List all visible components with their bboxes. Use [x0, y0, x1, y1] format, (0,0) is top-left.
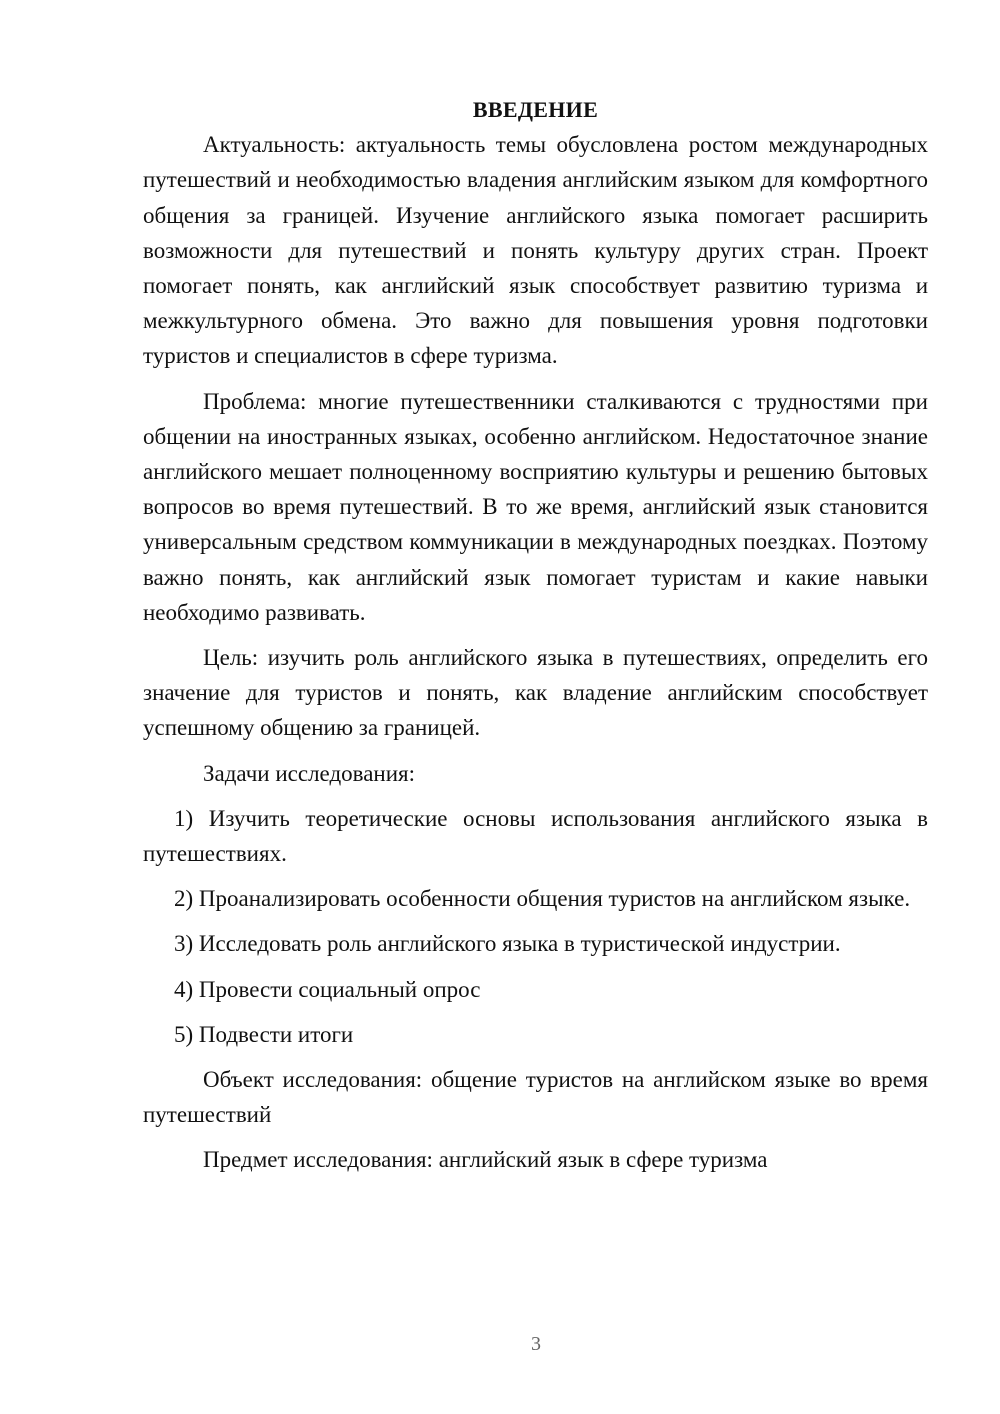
task-item: 3) Исследовать роль английского языка в туристической индустрии. [174, 931, 841, 957]
tasks-heading: Задачи исследования: [203, 760, 416, 786]
section-title: ВВЕДЕНИЕ [472, 97, 599, 122]
tasks-list [143, 801, 928, 1052]
relevance-paragraph: Актуальность: актуальность темы обусловлена ростом международных путешествий и необходимостью владения английским языком для комфортного общения за границей. Изучение английского языка помогает расширить возможности для путешествий и понять культуру других стран. Проект помогает понять, как английский язык способствует развитию туризма и межкультурного обмена. Это важно для повышения уровня подготовки туристов и специалистов в сфере туризма. [143, 132, 928, 369]
subject-paragraph: Предмет исследования: английский язык в сфере туризма [203, 1147, 768, 1173]
task-item: 1) Изучить теоретические основы использования английского языка в путешествиях. [143, 805, 928, 867]
problem-paragraph: Проблема: многие путешественники сталкиваются с трудностями при общении на иностранных языках, особенно английском. Недостаточное знание английского мешает полноценному восприятию культуры и решению бытовых вопросов во время путешествий. В то же время, английский язык становится универсальным средством коммуникации в международных поездках. Поэтому важно понять, как английский язык помогает туристам и какие навыки необходимо развивать. [143, 388, 928, 625]
page-number: 3 [531, 1333, 541, 1355]
goal-paragraph: Цель: изучить роль английского языка в путешествиях, определить его значение для туристов и понять, как владение английским способствует успешному общению за границей. [143, 645, 928, 741]
page-body [143, 92, 928, 1178]
task-item: 5) Подвести итоги [174, 1021, 354, 1047]
object-paragraph: Объект исследования: общение туристов на английском языке во время путешествий [143, 1067, 928, 1128]
task-item: 2) Проанализировать особенности общения туристов на английском языке. [174, 886, 911, 912]
task-item: 4) Провести социальный опрос [174, 976, 481, 1002]
